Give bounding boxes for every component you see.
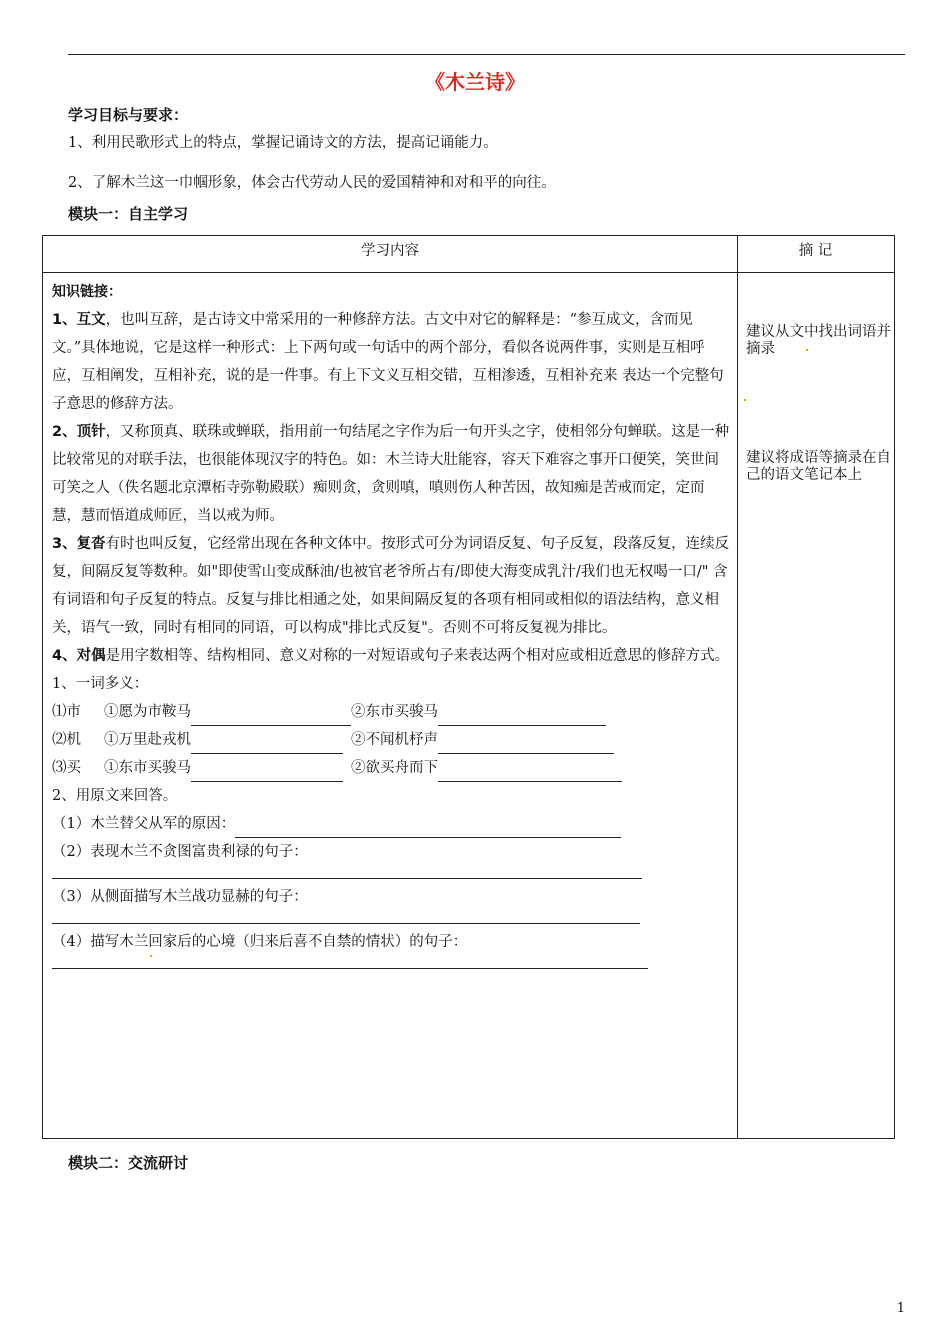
item-number: 3、 [52,536,77,552]
item-term: 复沓 [76,536,106,552]
objective-2: 2、了解木兰这一巾帼形象，体会古代劳动人民的爱国精神和对和平的向往。 [68,175,556,191]
answer-blank[interactable] [235,819,621,838]
question-row [52,810,732,838]
knowledge-heading: 知识链接： [52,284,122,300]
objectives-heading: 学习目标与要求： [68,106,189,124]
polysemy-example: ①愿为市鞍马 [104,704,191,720]
polysemy-example: ②欲买舟而下 [351,760,438,776]
content-cell [52,278,732,973]
item-text: 有时也叫反复，它经常出现在各种文体中。按形式可分为词语反复、句子反复，段落反复，连续反复，间隔反复等数种。如"即使雪山变成酥油/也被官老爷所占有/即使大海变成乳汁/我们也无权喝一口/" 含有词语和句子反复的特点。反复与排比相通之处，如果间隔反复的各项有相同或相似的语法结构，意义相关，语气一致，同时有相同的同语，可以构成"排比式反复"。否则不可将反复视为排比。 [52,536,730,636]
polysemy-example: ②不闻机杼声 [351,732,438,748]
answer-line[interactable] [52,956,648,969]
speck [150,955,152,957]
question: （2）表现木兰不贪图富贵利禄的句子： [52,844,308,860]
polysemy-word: ⑵机 [52,732,81,748]
item-number: 2、 [52,424,77,440]
item-term: 互文 [76,312,106,328]
knowledge-item [52,418,732,530]
answer-blank[interactable] [191,707,351,726]
module-1-heading: 模块一：自主学习 [68,205,189,223]
answer-blank[interactable] [438,763,622,782]
polysemy-example: ①东市买骏马 [104,760,191,776]
item-text: ，又称顶真、联珠或蝉联，指用前一句结尾之字作为后一句开头之字，使相邻分句蝉联。这是一种比较常见的对联手法，也很能体现汉字的特色。如：木兰诗大肚能容，容天下难容之事开口便笑，笑世间可笑之人（佚名题北京潭柘寺弥勒殿联）痴则贪，贪则嗔，嗔则伤人种苦因，故知痴是苦戒而定，定而慧，慧而悟道成师匠，当以戒为师。 [52,424,730,524]
page-number: 1 [896,1301,905,1316]
polysemy-row [52,698,732,726]
content-column-header: 学习内容 [361,243,419,259]
polysemy-row [52,754,732,782]
knowledge-item [52,306,732,418]
item-term: 对偶 [76,648,106,664]
column-divider [737,236,738,1138]
polysemy-word: ⑴市 [52,704,81,720]
study-table [42,235,895,1139]
question: （1）木兰替父从军的原因： [52,816,236,832]
question: （3）从侧面描写木兰战功显赫的句子： [52,889,308,905]
question: （4）描写木兰回家后的心境（归来后喜不自禁的情状）的句子： [52,934,468,950]
answer-blank[interactable] [438,707,606,726]
answer-blank[interactable] [191,735,343,754]
polysemy-heading: 1、一词多义： [52,676,149,692]
item-text: 是用字数相等、结构相同、意义对称的一对短语或句子来表达两个相对应或相近意思的修辞方式。 [105,648,730,664]
answer-blank[interactable] [438,735,614,754]
knowledge-item [52,530,732,642]
note-1: 建议从文中找出词语并摘录 [746,324,891,357]
document-title: 《木兰诗》 [425,70,525,94]
answer-heading: 2、用原文来回答。 [52,788,178,804]
objective-1: 1、利用民歌形式上的特点，掌握记诵诗文的方法，提高记诵能力。 [68,135,498,151]
top-rule [68,54,905,55]
note-2: 建议将成语等摘录在自己的语文笔记本上 [746,450,891,483]
polysemy-row [52,726,732,754]
polysemy-example: ②东市买骏马 [351,704,438,720]
module-2-heading: 模块二：交流研讨 [68,1154,189,1172]
answer-line[interactable] [52,866,642,879]
knowledge-item [52,642,732,670]
item-term: 顶针 [76,424,106,440]
speck [806,349,808,351]
item-number: 1、 [52,312,77,328]
item-number: 4、 [52,648,77,664]
speck [744,399,746,401]
answer-line[interactable] [52,911,640,924]
polysemy-word: ⑶买 [52,760,81,776]
answer-blank[interactable] [191,763,343,782]
item-text: ，也叫互辞，是古诗文中常采用的一种修辞方法。古文中对它的解释是：“参互成文，含而见文。”具体地说，它是这样一种形式：上下两句或一句话中的两个部分，看似各说两件事，实则是互相呼应，互相阐发，互相补充，说的是一件事。有上下文义互相交错，互相渗透，互相补充来 表达一个完整句子意思的修辞方法。 [52,312,724,412]
notes-column-header: 摘 记 [798,243,833,259]
polysemy-example: ①万里赴戎机 [104,732,191,748]
header-divider [43,272,894,273]
